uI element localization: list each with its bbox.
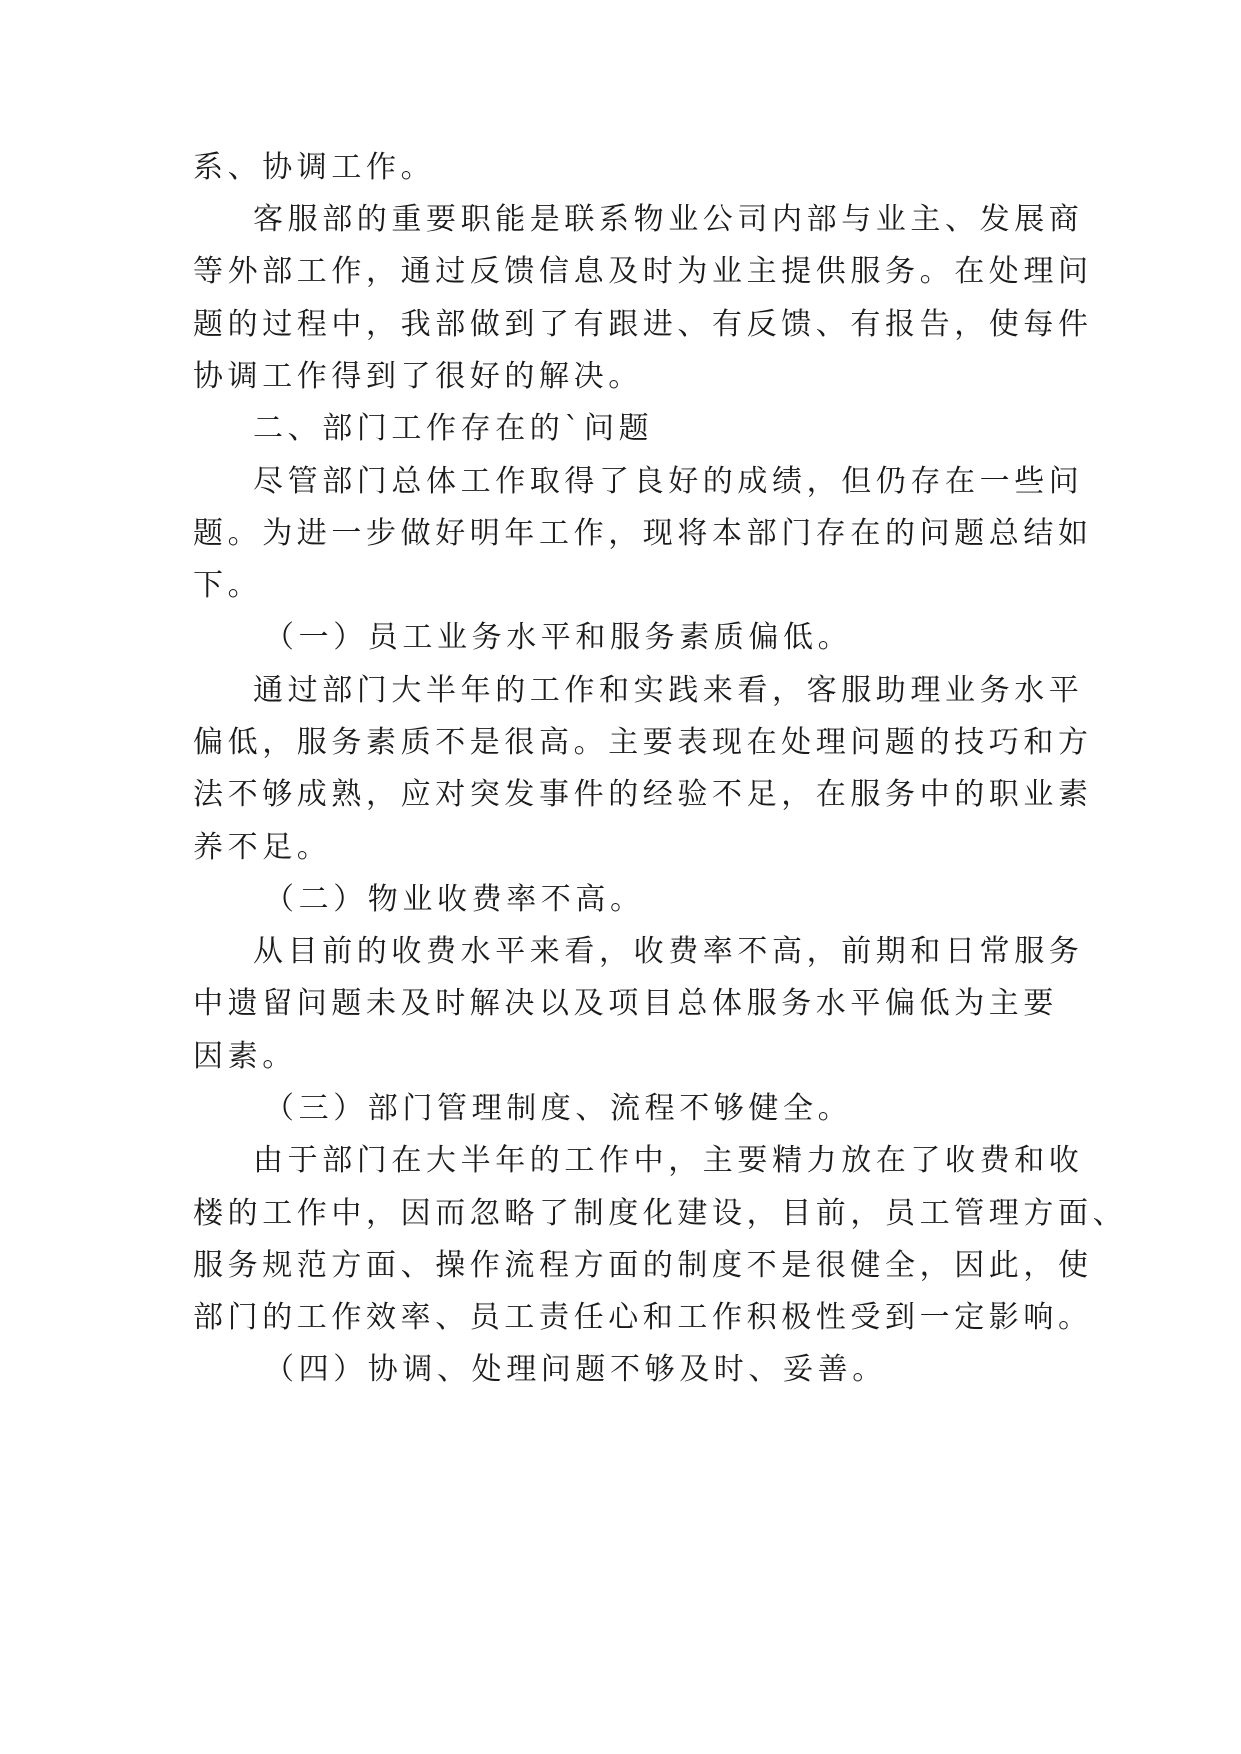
text-line: 养不足。 bbox=[193, 830, 332, 865]
text-line: 协调工作得到了很好的解决。 bbox=[193, 359, 643, 394]
text-line: 楼的工作中，因而忽略了制度化建设，目前，员工管理方面、 bbox=[193, 1196, 1128, 1231]
text-line: 等外部工作，通过反馈信息及时为业主提供服务。在处理问 bbox=[193, 254, 1093, 289]
text-line: 系、协调工作。 bbox=[193, 150, 436, 185]
paragraph-start-line: 尽管部门总体工作取得了良好的成绩，但仍存在一些问 bbox=[253, 464, 1084, 499]
text-line: 中遗留问题未及时解决以及项目总体服务水平偏低为主要 bbox=[193, 986, 1058, 1021]
paragraph-start-line: 从目前的收费水平来看，收费率不高，前期和日常服务 bbox=[253, 934, 1084, 969]
text-line: 服务规范方面、操作流程方面的制度不是很健全，因此，使 bbox=[193, 1248, 1093, 1283]
text-line: 题。为进一步做好明年工作，现将本部门存在的问题总结如 bbox=[193, 516, 1093, 551]
text-line: 因素。 bbox=[193, 1039, 297, 1074]
paragraph-start-line: 由于部门在大半年的工作中，主要精力放在了收费和收 bbox=[253, 1143, 1084, 1178]
text-line: 偏低，服务素质不是很高。主要表现在处理问题的技巧和方 bbox=[193, 725, 1093, 760]
text-line: 部门的工作效率、员工责任心和工作积极性受到一定影响。 bbox=[193, 1300, 1093, 1335]
text-line: 下。 bbox=[193, 568, 263, 603]
paragraph-start-line: 通过部门大半年的工作和实践来看，客服助理业务水平 bbox=[253, 673, 1084, 708]
text-line: 题的过程中，我部做到了有跟进、有反馈、有报告，使每件 bbox=[193, 307, 1093, 342]
subsection-heading: （四）协调、处理问题不够及时、妥善。 bbox=[264, 1352, 887, 1387]
subsection-heading: （一）员工业务水平和服务素质偏低。 bbox=[264, 620, 853, 655]
subsection-heading: （三）部门管理制度、流程不够健全。 bbox=[264, 1091, 853, 1126]
subsection-heading: （二）物业收费率不高。 bbox=[264, 882, 645, 917]
section-heading: 二、部门工作存在的`问题 bbox=[253, 411, 654, 446]
paragraph-start-line: 客服部的重要职能是联系物业公司内部与业主、发展商 bbox=[253, 202, 1084, 237]
text-line: 法不够成熟，应对突发事件的经验不足，在服务中的职业素 bbox=[193, 777, 1093, 812]
